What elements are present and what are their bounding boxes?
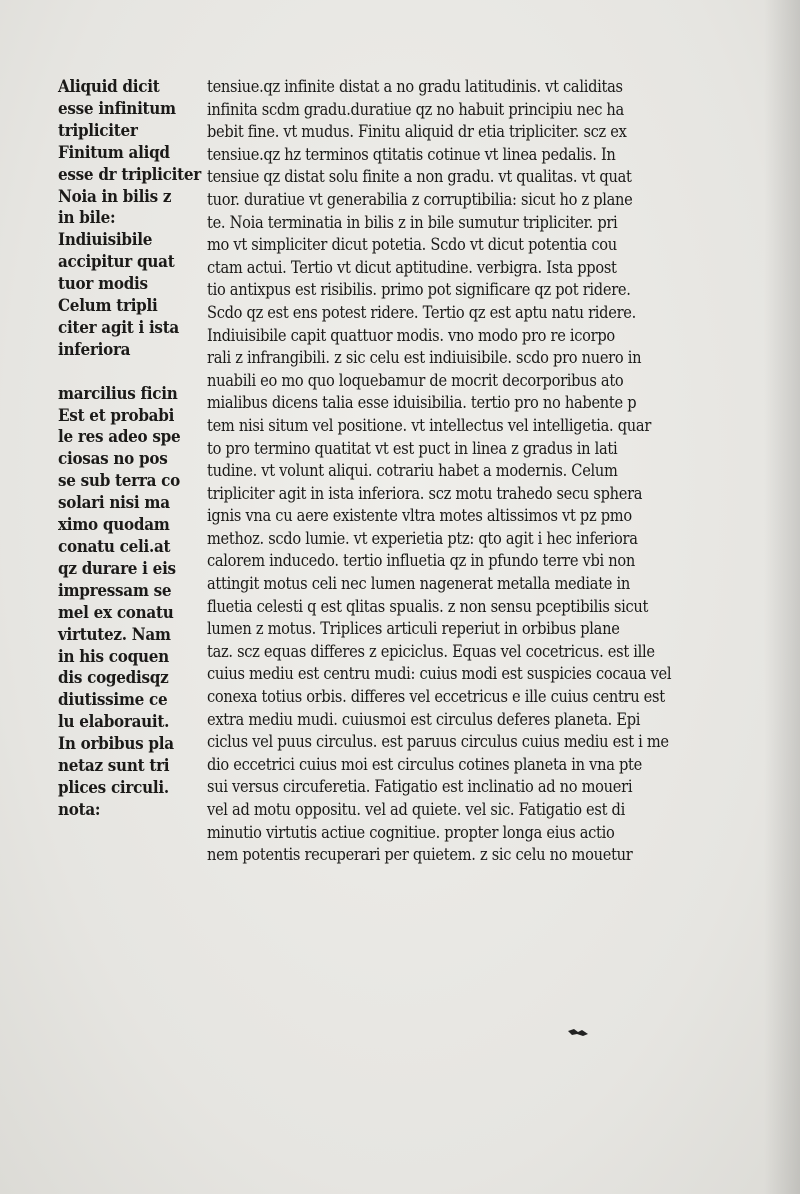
text-line: infinita scdm gradu.duratiue qz no habuit principiu nec ha: [207, 99, 624, 120]
margin-line: plices circuli.: [58, 777, 169, 797]
text-line: cuius mediu est centru mudi: cuius modi est suspicies cocaua vel: [207, 664, 672, 685]
margin-line: dis cogedisqz: [58, 668, 169, 688]
margin-line: netaz sunt tri: [58, 756, 170, 776]
text-line: lumen z motus. Triplices articuli reperiut in orbibus plane: [207, 619, 620, 640]
margin-line: Indiuisibile: [58, 230, 153, 250]
main-text-block: [207, 76, 779, 867]
margin-line: Celum tripli: [58, 296, 158, 316]
text-line: tensiue.qz infinite distat a no gradu latitudinis. vt caliditas: [207, 77, 623, 97]
margin-line: accipitur quat: [58, 252, 175, 272]
text-line: Indiuisibile capit quattuor modis. vno modo pro re icorpo: [207, 325, 615, 346]
margin-line: ciosas no pos: [58, 449, 168, 469]
margin-line: tripliciter: [58, 120, 138, 140]
text-line: tensiue qz distat solu finite a non gradu. vt qualitas. vt quat: [207, 167, 632, 188]
margin-line: Noia in bilis z: [58, 186, 172, 206]
margin-line: nota:: [58, 799, 101, 819]
margin-line: mel ex conatu: [58, 602, 174, 622]
text-line: tio antixpus est risibilis. primo pot significare qz pot ridere.: [207, 280, 631, 301]
marginal-notes: [58, 76, 208, 821]
margin-line: citer agit i ista: [58, 317, 180, 337]
text-line: Scdo qz est ens potest ridere. Tertio qz est aptu natu ridere.: [207, 302, 636, 323]
margin-line: marcilius ficin: [58, 383, 178, 403]
text-line: conexa totius orbis. differes vel eccetricus e ille cuius centru est: [207, 687, 665, 708]
text-line: te. Noia terminatia in bilis z in bile sumutur tripliciter. pri: [207, 212, 618, 233]
ink-speck: [566, 1026, 590, 1038]
text-line: ignis vna cu aere existente vltra motes altissimos vt pz pmo: [207, 506, 632, 527]
text-line: ctam actui. Tertio vt dicut aptitudine. verbigra. Ista ppost: [207, 257, 617, 278]
text-line: ciclus vel puus circulus. est paruus circulus cuius mediu est i me: [207, 732, 669, 753]
text-line: nuabili eo mo quo loquebamur de mocrit decorporibus ato: [207, 370, 624, 391]
text-line: mo vt simpliciter dicut potetia. Scdo vt dicut potentia cou: [207, 235, 617, 256]
margin-line: qz durare i eis: [58, 558, 176, 578]
margin-line: in his coquen: [58, 646, 169, 666]
margin-line: In orbibus pla: [58, 734, 174, 754]
text-line: minutio virtutis actiue cognitiue. propter longa eius actio: [207, 822, 615, 843]
text-line: fluetia celesti q est qlitas spualis. z non sensu pceptibilis sicut: [207, 596, 649, 617]
margin-line: conatu celi.at: [58, 537, 171, 557]
text-line: dio eccetrici cuius moi est circulus cotines planeta in vna pte: [207, 754, 642, 775]
margin-line: lu elaborauit.: [58, 712, 170, 732]
text-line: tudine. vt volunt aliqui. cotrariu habet a modernis. Celum: [207, 461, 618, 482]
text-line: mialibus dicens talia esse iduisibilia. tertio pro no habente p: [207, 393, 637, 414]
text-line: tripliciter agit in ista inferiora. scz motu trahedo secu sphera: [207, 483, 643, 504]
margin-line: esse dr tripliciter: [58, 164, 201, 184]
margin-line: tuor modis: [58, 274, 148, 294]
margin-line: diutissime ce: [58, 690, 168, 710]
text-line: vel ad motu oppositu. vel ad quiete. vel sic. Fatigatio est di: [207, 800, 625, 820]
text-line: attingit motus celi nec lumen nagenerat metalla mediate in: [207, 574, 630, 595]
text-line: tensiue.qz hz terminos qtitatis cotinue vt linea pedalis. In: [207, 144, 616, 165]
margin-line: inferiora: [58, 339, 131, 359]
margin-line: Est et probabi: [58, 405, 175, 425]
text-line: taz. scz equas differes z epiciclus. Equas vel cocetricus. est ille: [207, 641, 655, 662]
margin-line: Finitum aliqd: [58, 142, 170, 162]
text-line: tem nisi situm vel positione. vt intellectus vel intelligetia. quar: [207, 415, 652, 436]
text-line: nem potentis recuperari per quietem. z sic celu no mouetur: [207, 845, 633, 866]
margin-line: solari nisi ma: [58, 493, 170, 513]
margin-line: in bile:: [58, 208, 116, 228]
text-line: bebit fine. vt mudus. Finitu aliquid dr etia tripliciter. scz ex: [207, 122, 627, 143]
text-line: rali z infrangibili. z sic celu est indiuisibile. scdo pro nuero in: [207, 348, 642, 369]
text-line: methoz. scdo lumie. vt experietia ptz: qto agit i hec inferiora: [207, 528, 638, 549]
text-line: extra mediu mudi. cuiusmoi est circulus deferes planeta. Epi: [207, 709, 641, 730]
text-line: sui versus circuferetia. Fatigatio est inclinatio ad no moueri: [207, 777, 633, 798]
margin-line: se sub terra co: [58, 471, 180, 491]
margin-line: esse infinitum: [58, 98, 176, 118]
text-line: calorem inducedo. tertio influetia qz in pfundo terre vbi non: [207, 551, 635, 572]
margin-line: Aliquid dicit: [58, 77, 160, 96]
margin-gap: [58, 361, 208, 383]
margin-line: virtutez. Nam: [58, 624, 171, 644]
text-line: tuor. duratiue vt generabilia z corruptibilia: sicut ho z plane: [207, 189, 633, 210]
margin-line: impressam se: [58, 580, 172, 600]
margin-line: le res adeo spe: [58, 427, 181, 447]
margin-line: ximo quodam: [58, 515, 170, 535]
text-line: to pro termino quatitat vt est puct in linea z gradus in lati: [207, 438, 618, 459]
